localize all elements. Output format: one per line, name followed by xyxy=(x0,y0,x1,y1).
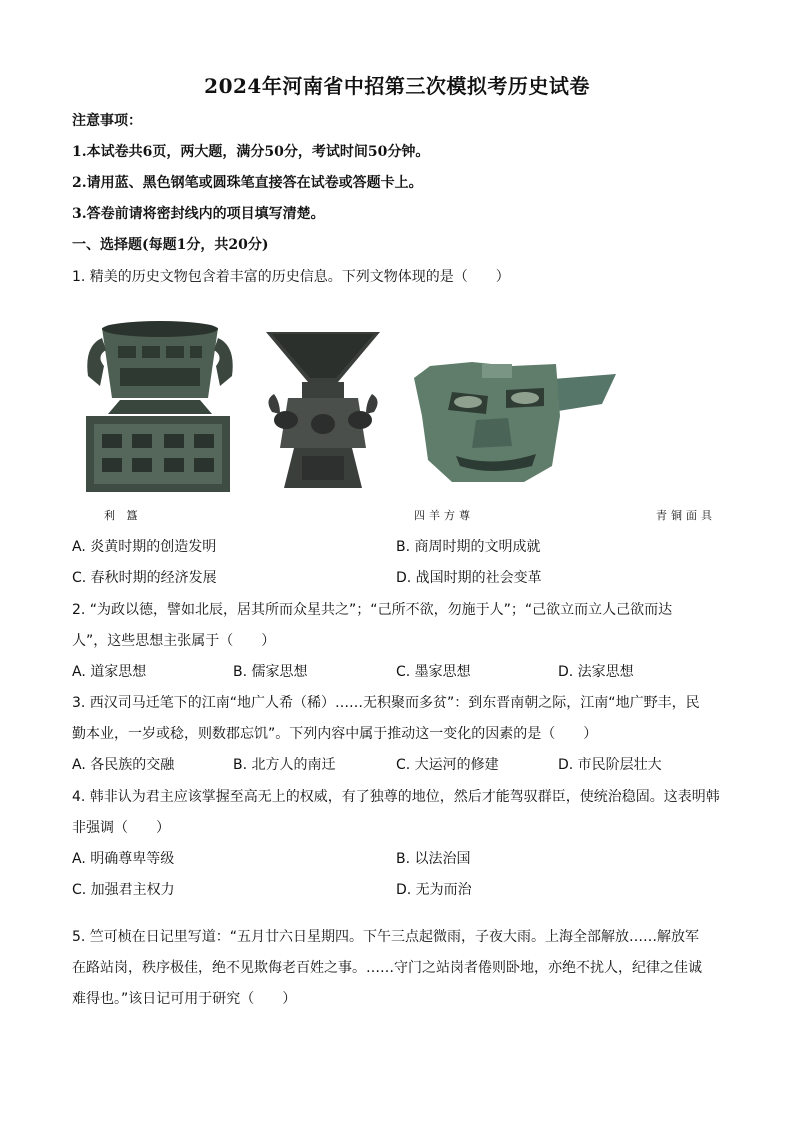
bronze-mask-image xyxy=(412,356,618,486)
q2-option-c: C. 墨家思想 xyxy=(396,664,471,680)
page-title: 2024年河南省中招第三次模拟考历史试卷 xyxy=(204,74,590,98)
li-gui-image xyxy=(80,316,240,496)
q4-option-d: D. 无为而治 xyxy=(396,882,472,898)
notice-item-2: 2.请用蓝、黑色钢笔或圆珠笔直接答在试卷或答题卡上。 xyxy=(72,175,423,191)
section-heading: 一、选择题(每题1分，共20分) xyxy=(72,237,269,253)
q4-option-c: C. 加强君主权力 xyxy=(72,882,175,898)
q1-option-b: B. 商周时期的文明成就 xyxy=(396,539,541,555)
question-4-stem-line-2: 非强调（ ） xyxy=(72,820,170,836)
question-3-stem-line-2: 勤本业，一岁或稔，则数郡忘饥”。下列内容中属于推动这一变化的因素的是（ ） xyxy=(72,726,598,742)
q1-option-a: A. 炎黄时期的创造发明 xyxy=(72,539,217,555)
q2-option-d: D. 法家思想 xyxy=(558,664,634,680)
caption-four-goat-zun: 四羊方尊 xyxy=(414,509,474,522)
notice-heading: 注意事项： xyxy=(72,113,142,129)
caption-bronze-mask: 青铜面具 xyxy=(656,509,716,522)
q2-option-b: B. 儒家思想 xyxy=(233,664,308,680)
q3-option-a: A. 各民族的交融 xyxy=(72,757,175,773)
q2-option-a: A. 道家思想 xyxy=(72,664,147,680)
notice-item-1: 1.本试卷共6页，两大题，满分50分，考试时间50分钟。 xyxy=(72,144,430,160)
caption-li-gui: 利 簋 xyxy=(104,509,142,522)
question-5-stem-line-2: 在路站岗，秩序极佳，绝不见欺侮老百姓之事。……守门之站岗者倦则卧地，亦绝不扰人，纪律之佳诚 xyxy=(72,960,702,976)
q1-option-c: C. 春秋时期的经济发展 xyxy=(72,570,217,586)
question-2-stem-line-1: 2. “为政以德，譬如北辰，居其所而众星共之”；“己所不欲，勿施于人”；“己欲立而立人己欲而达 xyxy=(72,602,673,618)
q3-option-d: D. 市民阶层壮大 xyxy=(558,757,662,773)
q1-option-d: D. 战国时期的社会变革 xyxy=(396,570,542,586)
question-3-stem-line-1: 3. 西汉司马迁笔下的江南“地广人希（稀）……无积聚而多贫”：到东晋南朝之际，江南“地广野丰，民 xyxy=(72,695,700,711)
q3-option-c: C. 大运河的修建 xyxy=(396,757,499,773)
question-5-stem-line-1: 5. 竺可桢在日记里写道：“五月廿六日星期四。下午三点起微雨，子夜大雨。上海全部解放……解放军 xyxy=(72,929,700,945)
question-5-stem-line-3: 难得也。”该日记可用于研究（ ） xyxy=(72,991,297,1007)
q4-option-b: B. 以法治国 xyxy=(396,851,471,867)
question-2-stem-line-2: 人”，这些思想主张属于（ ） xyxy=(72,633,276,649)
four-goat-zun-image xyxy=(258,330,388,490)
q3-option-b: B. 北方人的南迁 xyxy=(233,757,336,773)
notice-item-3: 3.答卷前请将密封线内的项目填写清楚。 xyxy=(72,206,325,222)
q4-option-a: A. 明确尊卑等级 xyxy=(72,851,175,867)
question-4-stem-line-1: 4. 韩非认为君主应该掌握至高无上的权威，有了独尊的地位，然后才能驾驭群臣，使统治稳固。这表明韩 xyxy=(72,789,720,805)
question-1-stem: 1. 精美的历史文物包含着丰富的历史信息。下列文物体现的是（ ） xyxy=(72,269,510,285)
